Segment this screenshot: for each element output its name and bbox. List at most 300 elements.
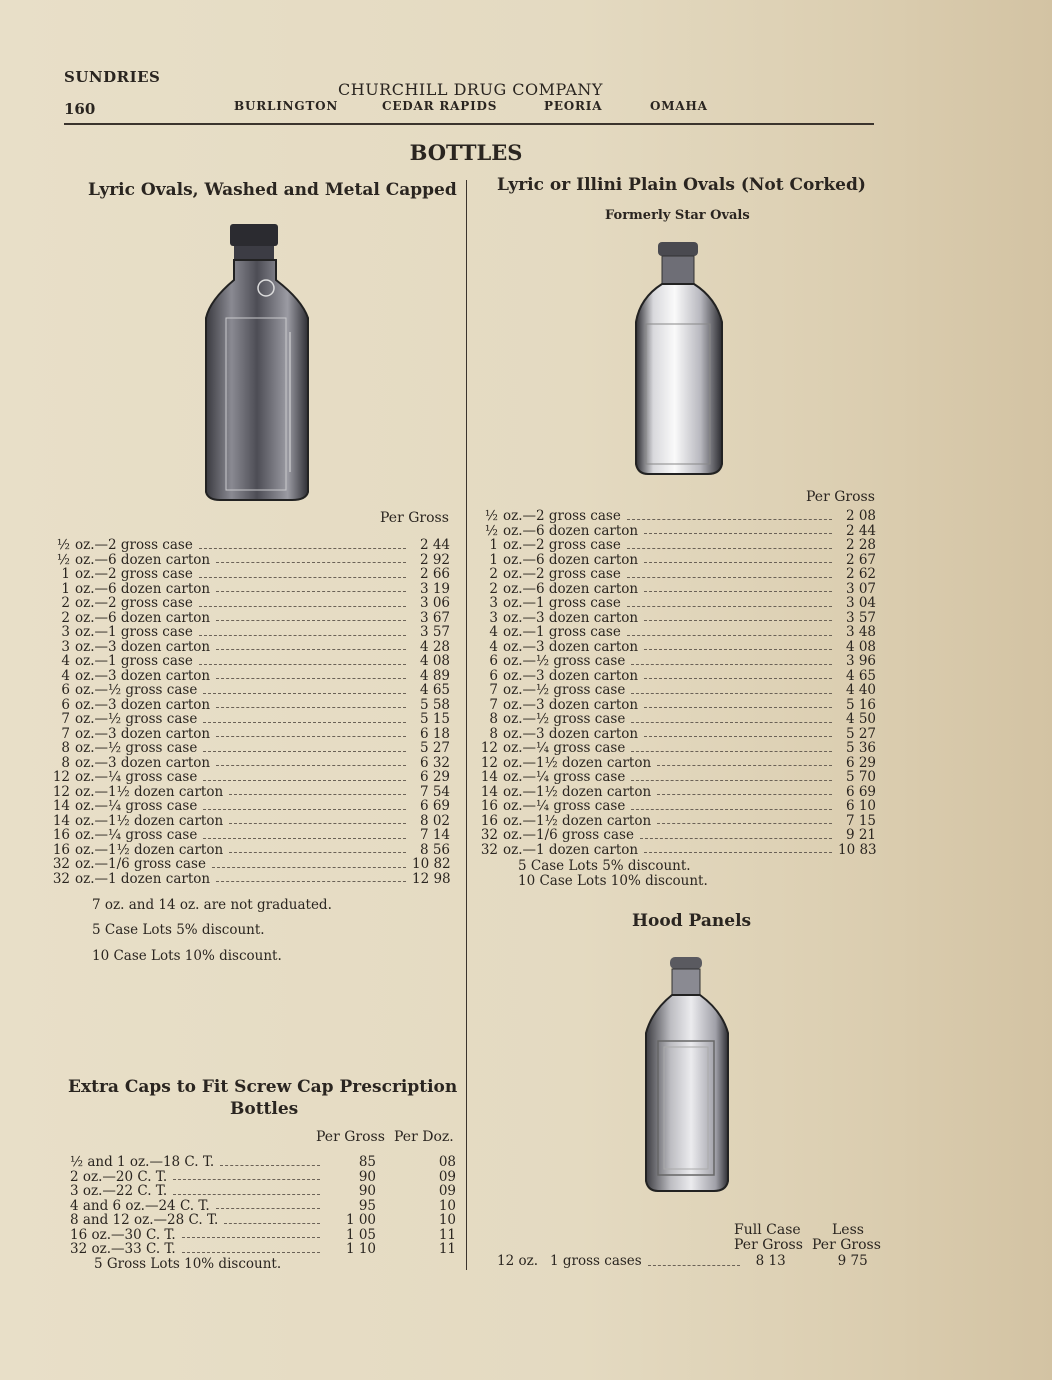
dot-leader (203, 741, 406, 752)
description-cell: oz.—3 dozen carton (503, 696, 639, 713)
right-row (476, 843, 876, 858)
caps-description: 16 oz.—30 C. T. (70, 1226, 176, 1243)
illini-ovals-note-10-case: 10 Case Lots 10% discount. (518, 873, 708, 889)
dot-leader (203, 828, 406, 839)
description-cell: oz.—½ gross case (75, 740, 198, 756)
dot-leader (216, 1199, 320, 1210)
description-cell: oz.—1½ dozen carton (75, 783, 224, 800)
dot-leader (631, 712, 832, 723)
lyric-ovals-price-list (48, 538, 450, 886)
size-cell: 4 (489, 624, 498, 640)
size-cell: 4 (489, 638, 498, 655)
size-cell: 7 (489, 682, 498, 698)
caps-description: 8 and 12 oz.—28 C. T. (70, 1212, 219, 1228)
price-cell: 5 27 (419, 740, 450, 756)
price-cell: 2 28 (845, 537, 876, 553)
description-cell: oz.—3 dozen carton (75, 638, 211, 655)
description-cell: oz.—1/6 gross case (503, 827, 634, 843)
price-cell: 4 89 (419, 667, 450, 684)
price-cell: 6 32 (419, 754, 450, 771)
price-cell: 3 19 (419, 580, 450, 597)
hood-panels-title: Hood Panels (632, 911, 752, 931)
description-cell: oz.—3 dozen carton (503, 609, 639, 626)
right-row (476, 770, 876, 785)
price-cell: 3 57 (845, 609, 876, 626)
right-row (476, 669, 876, 684)
right-row (476, 553, 876, 568)
dot-leader (229, 843, 406, 854)
hood-leader (648, 1254, 740, 1266)
description-cell: oz.—1½ dozen carton (503, 754, 652, 771)
price-cell: 3 57 (419, 624, 450, 640)
dot-leader (644, 611, 832, 622)
size-cell: 8 (489, 711, 498, 727)
left-row (48, 785, 450, 800)
left-row (48, 553, 450, 568)
dot-leader (199, 538, 406, 549)
extra-caps-price-list (70, 1155, 456, 1257)
price-cell: 5 27 (845, 725, 876, 742)
price-cell: 3 67 (419, 609, 450, 626)
size-cell: 14 (52, 812, 70, 829)
dot-leader (657, 785, 832, 796)
description-cell: oz.—3 dozen carton (75, 754, 211, 771)
caps-per-doz: 10 (438, 1212, 456, 1228)
size-cell: 12 (52, 783, 70, 800)
caps-per-gross: 85 (358, 1154, 376, 1170)
description-cell: oz.—6 dozen carton (75, 551, 211, 568)
hood-less-price: 9 75 (837, 1253, 868, 1269)
size-cell: 2 (489, 580, 498, 597)
caps-row (70, 1170, 456, 1185)
city-cedar-rapids: CEDAR RAPIDS (382, 99, 498, 113)
price-cell: 4 65 (419, 682, 450, 698)
caps-col-per-gross: Per Gross (316, 1129, 385, 1145)
column-divider (466, 180, 467, 1270)
section-label: SUNDRIES (64, 68, 161, 86)
illini-ovals-note-5-case: 5 Case Lots 5% discount. (518, 858, 691, 874)
size-cell: 7 (61, 725, 70, 742)
caps-per-gross: 95 (358, 1197, 376, 1214)
hood-col-less-per-gross: Per Gross (812, 1237, 881, 1253)
left-row (48, 625, 450, 640)
caps-row (70, 1184, 456, 1199)
dot-leader (216, 872, 406, 883)
size-cell: 2 (61, 609, 70, 626)
size-cell: 4 (61, 653, 70, 669)
price-cell: 4 28 (419, 638, 450, 655)
dot-leader (173, 1170, 320, 1181)
size-cell: 4 (61, 667, 70, 684)
description-cell: oz.—½ gross case (503, 711, 626, 727)
price-cell: 2 67 (845, 551, 876, 568)
description-cell: oz.—3 dozen carton (503, 638, 639, 655)
caps-note: 5 Gross Lots 10% discount. (94, 1256, 282, 1272)
dot-leader (627, 625, 832, 636)
right-row (476, 654, 876, 669)
illini-ovals-price-list (476, 509, 876, 857)
description-cell: oz.—¼ gross case (75, 769, 198, 785)
size-cell: 7 (489, 696, 498, 713)
left-row (48, 640, 450, 655)
size-cell: 8 (489, 725, 498, 742)
size-cell: 3 (489, 609, 498, 626)
price-cell: 4 50 (845, 711, 876, 727)
price-cell: 3 48 (845, 624, 876, 640)
hood-col-full-per-gross: Per Gross (734, 1237, 803, 1253)
dot-leader (203, 770, 406, 781)
price-cell: 3 06 (419, 595, 450, 611)
description-cell: oz.—6 dozen carton (503, 580, 639, 597)
right-row (476, 712, 876, 727)
description-cell: oz.—1½ dozen carton (503, 812, 652, 829)
city-omaha: OMAHA (650, 99, 708, 113)
price-cell: 2 08 (845, 508, 876, 524)
left-row (48, 814, 450, 829)
price-cell: 2 44 (845, 522, 876, 539)
company-name: CHURCHILL DRUG COMPANY (338, 80, 603, 99)
dot-leader (203, 712, 406, 723)
price-cell: 6 29 (419, 769, 450, 785)
right-row (476, 799, 876, 814)
left-row (48, 799, 450, 814)
price-cell: 5 16 (845, 696, 876, 713)
page-title: BOTTLES (409, 140, 523, 165)
right-row (476, 625, 876, 640)
price-cell: 2 62 (845, 566, 876, 582)
dot-leader (644, 698, 832, 709)
lyric-ovals-col-header: Per Gross (380, 510, 449, 526)
dot-leader (220, 1155, 320, 1166)
description-cell: oz.—¼ gross case (503, 769, 626, 785)
description-cell: oz.—1 dozen carton (503, 841, 639, 858)
size-cell: 8 (61, 754, 70, 771)
size-cell: 6 (489, 667, 498, 684)
dot-leader (657, 814, 832, 825)
size-cell: 1 (489, 551, 498, 568)
dot-leader (216, 582, 406, 593)
left-row (48, 538, 450, 553)
dot-leader (216, 553, 406, 564)
right-row (476, 640, 876, 655)
price-cell: 7 15 (845, 812, 876, 829)
lyric-ovals-note-5-case: 5 Case Lots 5% discount. (92, 922, 265, 938)
size-cell: 3 (61, 624, 70, 640)
price-cell: 4 08 (845, 638, 876, 655)
left-row (48, 756, 450, 771)
illini-ovals-col-header: Per Gross (806, 489, 875, 505)
caps-description: ½ and 1 oz.—18 C. T. (70, 1154, 215, 1170)
size-cell: 2 (61, 595, 70, 611)
size-cell: 16 (480, 798, 498, 814)
description-cell: oz.—1½ dozen carton (75, 812, 224, 829)
description-cell: oz.—1 gross case (75, 624, 193, 640)
dot-leader (627, 509, 832, 520)
description-cell: oz.—1 gross case (503, 624, 621, 640)
size-cell: 16 (52, 827, 70, 843)
description-cell: oz.—3 dozen carton (503, 667, 639, 684)
caps-description: 4 and 6 oz.—24 C. T. (70, 1197, 210, 1214)
left-row (48, 669, 450, 684)
dot-leader (229, 785, 406, 796)
dot-leader (644, 669, 832, 680)
price-cell: 5 58 (419, 696, 450, 713)
left-row (48, 857, 450, 872)
caps-per-doz: 11 (438, 1241, 456, 1257)
extra-caps-title-line2: Bottles (230, 1099, 299, 1119)
price-cell: 8 56 (419, 841, 450, 858)
description-cell: oz.—¼ gross case (503, 740, 626, 756)
dot-leader (644, 524, 832, 535)
left-row (48, 741, 450, 756)
dot-leader (229, 814, 406, 825)
right-row (476, 698, 876, 713)
dot-leader (644, 582, 832, 593)
dot-leader (644, 553, 832, 564)
right-row (476, 611, 876, 626)
right-row (476, 596, 876, 611)
size-cell: 14 (52, 798, 70, 814)
description-cell: oz.—1/6 gross case (75, 856, 206, 872)
description-cell: oz.—1 dozen carton (75, 870, 211, 887)
size-cell: 32 (480, 827, 498, 843)
price-cell: 5 15 (419, 711, 450, 727)
dot-leader (199, 654, 406, 665)
dot-leader (627, 538, 832, 549)
price-cell: 7 14 (419, 827, 450, 843)
lyric-ovals-note-10-case: 10 Case Lots 10% discount. (92, 948, 282, 964)
price-cell: 3 04 (845, 595, 876, 611)
left-row (48, 843, 450, 858)
dot-leader (644, 727, 832, 738)
description-cell: oz.—6 dozen carton (503, 551, 639, 568)
price-cell: 2 66 (419, 566, 450, 582)
left-row (48, 567, 450, 582)
description-cell: oz.—2 gross case (75, 595, 193, 611)
left-row (48, 828, 450, 843)
right-row (476, 524, 876, 539)
dot-leader (216, 727, 406, 738)
illini-ovals-title: Lyric or Illini Plain Ovals (Not Corked) (497, 175, 866, 195)
size-cell: 6 (61, 682, 70, 698)
dot-leader (199, 567, 406, 578)
hood-desc: 1 gross cases (550, 1253, 642, 1269)
dot-leader (216, 611, 406, 622)
description-cell: oz.—3 dozen carton (75, 667, 211, 684)
plain-oval-bottle-illustration (630, 240, 726, 478)
size-cell: 32 (52, 870, 70, 887)
caps-per-doz: 09 (438, 1168, 456, 1185)
dot-leader (644, 640, 832, 651)
description-cell: oz.—½ gross case (503, 653, 626, 669)
description-cell: oz.—6 dozen carton (75, 580, 211, 597)
size-cell: 32 (480, 841, 498, 858)
caps-per-gross: 1 00 (345, 1212, 376, 1228)
description-cell: oz.—¼ gross case (503, 798, 626, 814)
size-cell: 14 (480, 783, 498, 800)
dot-leader (631, 683, 832, 694)
dot-leader (199, 625, 406, 636)
dot-leader (216, 698, 406, 709)
description-cell: oz.—2 gross case (503, 566, 621, 582)
left-row (48, 698, 450, 713)
size-cell: 1 (61, 580, 70, 597)
description-cell: oz.—¼ gross case (75, 798, 198, 814)
dot-leader (627, 567, 832, 578)
extra-caps-title-line1: Extra Caps to Fit Screw Cap Prescription (68, 1077, 458, 1097)
caps-row (70, 1242, 456, 1257)
description-cell: oz.—1 gross case (75, 653, 193, 669)
dot-leader (640, 828, 832, 839)
caps-description: 2 oz.—20 C. T. (70, 1168, 168, 1185)
description-cell: oz.—2 gross case (75, 537, 193, 553)
right-row (476, 756, 876, 771)
hood-full-price: 8 13 (755, 1253, 786, 1269)
price-cell: 3 07 (845, 580, 876, 597)
dot-leader (216, 756, 406, 767)
left-row (48, 770, 450, 785)
description-cell: oz.—1½ dozen carton (503, 783, 652, 800)
price-cell: 4 65 (845, 667, 876, 684)
description-cell: oz.—½ gross case (75, 682, 198, 698)
size-cell: 2 (489, 566, 498, 582)
description-cell: oz.—¼ gross case (75, 827, 198, 843)
description-cell: oz.—6 dozen carton (503, 522, 639, 539)
city-peoria: PEORIA (544, 99, 603, 113)
caps-per-gross: 1 05 (345, 1226, 376, 1243)
size-cell: 8 (61, 740, 70, 756)
description-cell: oz.—1 gross case (503, 595, 621, 611)
caps-row (70, 1228, 456, 1243)
dot-leader (631, 770, 832, 781)
dot-leader (627, 596, 832, 607)
size-cell: 1 (489, 537, 498, 553)
hood-size: 12 oz. (497, 1253, 539, 1269)
dot-leader (182, 1242, 320, 1253)
caps-row (70, 1155, 456, 1170)
right-row (476, 741, 876, 756)
right-row (476, 683, 876, 698)
city-burlington: BURLINGTON (234, 99, 339, 113)
size-cell: 16 (480, 812, 498, 829)
dot-leader (657, 756, 832, 767)
caps-per-doz: 11 (438, 1226, 456, 1243)
caps-description: 3 oz.—22 C. T. (70, 1183, 168, 1199)
hood-panel-bottle-illustration (640, 955, 732, 1195)
caps-per-doz: 09 (438, 1183, 456, 1199)
size-cell: 3 (489, 595, 498, 611)
dot-leader (224, 1213, 320, 1224)
lyric-ovals-title: Lyric Ovals, Washed and Metal Capped (88, 180, 457, 200)
lyric-ovals-note-graduated: 7 oz. and 14 oz. are not graduated. (92, 897, 332, 913)
description-cell: oz.—6 dozen carton (75, 609, 211, 626)
price-cell: 3 96 (845, 653, 876, 669)
right-row (476, 567, 876, 582)
price-cell: 10 83 (838, 841, 877, 858)
size-cell: 6 (489, 653, 498, 669)
price-cell: 6 29 (845, 754, 876, 771)
dot-leader (203, 683, 406, 694)
caps-col-per-doz: Per Doz. (394, 1129, 454, 1145)
price-cell: 6 69 (419, 798, 450, 814)
page-number: 160 (64, 100, 96, 118)
hood-col-less: Less (832, 1222, 864, 1238)
description-cell: oz.—1½ dozen carton (75, 841, 224, 858)
right-row (476, 828, 876, 843)
description-cell: oz.—½ gross case (75, 711, 198, 727)
right-row (476, 509, 876, 524)
size-cell: 12 (480, 754, 498, 771)
price-cell: 12 98 (412, 870, 451, 887)
description-cell: oz.—2 gross case (75, 566, 193, 582)
size-cell: 14 (480, 769, 498, 785)
price-cell: 6 18 (419, 725, 450, 742)
right-row (476, 785, 876, 800)
price-cell: 7 54 (419, 783, 450, 800)
illini-ovals-subtitle: Formerly Star Ovals (605, 208, 750, 223)
price-cell: 6 69 (845, 783, 876, 800)
price-cell: 5 36 (845, 740, 876, 756)
description-cell: oz.—3 dozen carton (75, 696, 211, 713)
left-row (48, 596, 450, 611)
size-cell: 3 (61, 638, 70, 655)
price-cell: 2 44 (419, 537, 450, 553)
size-cell: ½ (484, 522, 498, 539)
dot-leader (199, 596, 406, 607)
hood-col-full-case: Full Case (734, 1222, 801, 1238)
price-cell: 10 82 (412, 856, 451, 872)
dot-leader (644, 843, 832, 854)
left-row (48, 654, 450, 669)
size-cell: 1 (61, 566, 70, 582)
dot-leader (216, 669, 406, 680)
caps-per-gross: 90 (358, 1183, 376, 1199)
left-row (48, 582, 450, 597)
description-cell: oz.—2 gross case (503, 508, 621, 524)
right-row (476, 727, 876, 742)
header-rule (64, 123, 874, 125)
dot-leader (631, 654, 832, 665)
dot-leader (212, 857, 406, 868)
left-row (48, 712, 450, 727)
dot-leader (182, 1228, 320, 1239)
caps-per-gross: 90 (358, 1168, 376, 1185)
size-cell: 32 (52, 856, 70, 872)
size-cell: 12 (480, 740, 498, 756)
price-cell: 9 21 (845, 827, 876, 843)
dot-leader (631, 741, 832, 752)
screw-cap-bottle-illustration (200, 222, 312, 502)
size-cell: ½ (56, 537, 70, 553)
price-cell: 5 70 (845, 769, 876, 785)
caps-row (70, 1213, 456, 1228)
size-cell: 12 (52, 769, 70, 785)
caps-description: 32 oz.—33 C. T. (70, 1241, 176, 1257)
size-cell: ½ (56, 551, 70, 568)
right-row (476, 538, 876, 553)
left-row (48, 683, 450, 698)
right-row (476, 814, 876, 829)
caps-per-gross: 1 10 (345, 1241, 376, 1257)
price-cell: 4 40 (845, 682, 876, 698)
caps-per-doz: 08 (438, 1154, 456, 1170)
description-cell: oz.—3 dozen carton (503, 725, 639, 742)
description-cell: oz.—2 gross case (503, 537, 621, 553)
left-row (48, 611, 450, 626)
size-cell: 6 (61, 696, 70, 713)
size-cell: ½ (484, 508, 498, 524)
dot-leader (203, 799, 406, 810)
